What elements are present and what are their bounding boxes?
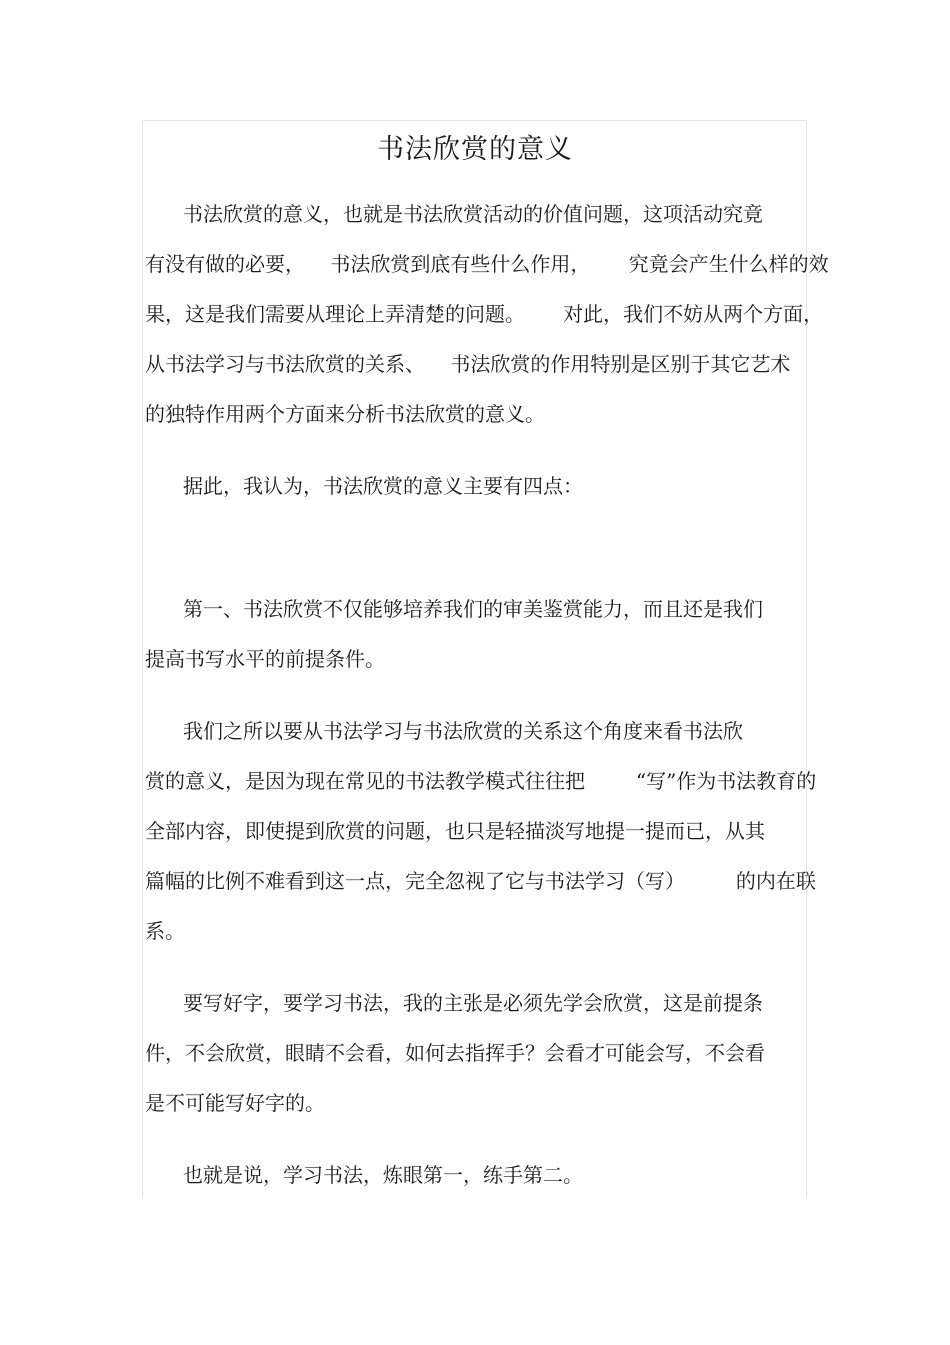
paragraph-line: 系。: [145, 919, 185, 943]
document-title: 书法欣赏的意义: [377, 134, 573, 165]
paragraph-line: 有没有做的必要， 书法欣赏到底有些什么作用， 究竟会产生什么样的效: [145, 252, 829, 276]
paragraph-line: 据此，我认为，书法欣赏的意义主要有四点：: [183, 474, 583, 498]
paragraph-line: 件，不会欣赏，眼睛不会看，如何去指挥手？会看才可能会写，不会看: [145, 1041, 765, 1065]
paragraph-line: 果，这是我们需要从理论上弄清楚的问题。 对此，我们不妨从两个方面，: [145, 302, 824, 326]
paragraph-line: 提高书写水平的前提条件。: [145, 647, 385, 671]
paragraph-line: 篇幅的比例不难看到这一点，完全忽视了它与书法学习（写） 的内在联: [145, 869, 816, 893]
paragraph-line: 从书法学习与书法欣赏的关系、 书法欣赏的作用特别是区别于其它艺术: [145, 352, 791, 376]
paragraph-line: 的独特作用两个方面来分析书法欣赏的意义。: [145, 402, 545, 426]
paragraph-line: 要写好字，要学习书法，我的主张是必须先学会欣赏，这是前提条: [183, 991, 763, 1015]
paragraph-line: 全部内容，即使提到欣赏的问题，也只是轻描淡写地提一提而已，从其: [145, 819, 765, 843]
paragraph-line: 是不可能写好字的。: [145, 1091, 325, 1115]
paragraph-line: 书法欣赏的意义，也就是书法欣赏活动的价值问题，这项活动究竟: [183, 202, 763, 226]
paragraph-line: 赏的意义，是因为现在常见的书法教学模式往往把 “写”作为书法教育的: [145, 769, 817, 793]
paragraph-line: 我们之所以要从书法学习与书法欣赏的关系这个角度来看书法欣: [183, 719, 743, 743]
paragraph-line: 第一、书法欣赏不仅能够培养我们的审美鉴赏能力，而且还是我们: [183, 597, 763, 621]
paragraph-line: 也就是说，学习书法，炼眼第一，练手第二。: [183, 1163, 583, 1187]
